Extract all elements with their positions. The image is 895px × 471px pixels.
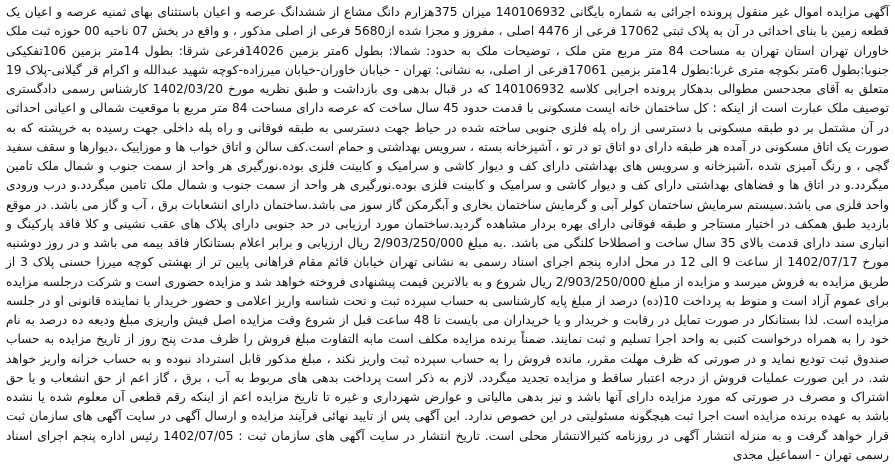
notice-body-text: آگهی مزایده اموال غیر منقول پرونده اجرائی به شماره بایگانی 140106932 میزان 375هزارم دانگ مشاع از ششدانگ عرصه و اعیان باستثنای بهای ثمنیه عرصه و اعیان یک قطعه زمین با بنای احداثی در آن به پلاک ثبتی 17062 فرعی از 4476 اصلی ، مفروز و مجزا شده از5680 فرعی از اصلی مذکور ، و واقع در بخش 07 ناحیه 00 حوزه ثبت ملک خاوران تهران استان تهران به مساحت 84 متر مربع متن ملک ، توضیحات ملک به حدود: شمالا: بطول 6متر بزمین 14026فرعی شرقا: بطول 14متر بزمین 106تفکیکی جنوبا:بطول 6متر بکوچه متری غربا:بطول 14متر بزمین 17061فرعی از اصلی، به نشانی: تهران - خیابان خاوران-خیابان میرزاده-کوچه شهید عبدالله و اکرام قر گیلانی-پلاک 19 متعلق به آقای مجدحسن مطوالی بدهکار پرونده اجرایی کلاسه 140106932 که در قبال بدهی وی بازداشت و طبق نظریه مورخ 1402/03/20 کارشناس رسمی دادگستری توصیف ملک عبارت است از اینکه : کل ساختمان خانه ایست مسکونی با قدمت حدود 45 سال ساخت که عرصه دارای مساحت 84 متر مربع با موقعیت شمالی و اعیانی احداثی در آن مشتمل بر دو طبقه مسکونی با دسترسی از راه پله فلزی جنوبی ساخته شده در حیاط جهت دسترسی به طبقه فوقانی و راه پله داخلی جهت رسیده به خرپشته که به صورت یک اتاق مسکونی در آمده هر طبقه دارای دو اتاق تو در تو ، آشپزخانه بسته ، سرویس بهداشتی و حمام است.کف سالن و اتاق خواب ها و موزاییک ،دیوارها و سقف سفید گچی ، و رنگ آمیزی شده ،آشپزخانه و سرویس های بهداشتی دارای کف و دیوار کاشی و سرامیک و کابینت فلزی بوده.نورگیری هر واحد از سمت جنوب و شمال ملک تامین میگردد.و در اتاق ها و فضاهای بهداشتی دارای کف و دیوار کاشی و سرامیک و کابینت فلزی بوده.نورگیری هر واحد از سمت جنوب و شمال ملک تامین میگردد.و درب ورودی واحد فلزی می باشد.سیستم سرمایش ساختمان کولر آبی و گرمایش ساختمان بخاری و آبگرمکن گاز سوز می باشد.ساختمان دارای انشعابات برق ، آب و گاز می باشد. در موقع بازدید طبق همکف در اختیار مستاجر و طبقه فوقانی دارای بهره بردار مشاهده گردید.ساختمان مورد ارزیابی در حد جنوبی دارای پلاک های عقب نشینی و کلا فاقد پارکینگ و انباری سند دارای قدمت بالای 35 سال ساخت و اصطلاحا کلنگی می باشد. .به مبلغ 2/903/250/000 ریال ارزیابی و برابر اعلام بستانکار فاقد بیمه می باشد و در روز دوشنبه مورخ 1402/07/17 از ساعت 9 الی 12 در محل اداره پنجم اجرای اسناد رسمی به نشانی تهران خیابان قائم مقام فراهانی پایین تر از بهشتی کوچه میرزا حسنی پلاک 3 از طریق مزایده به فروش میرسد و مزایده از مبلغ 2/903/250/000 ریال شروع و به بالاترین قیمت پیشنهادی فروخته خواهد شد و مزایده حضوری است و شرکت درجلسه مزایده برای عموم آزاد است و منوط به پرداخت 10(ده) درصد از مبلغ پایه کارشناسی به حساب سپرده ثبت و تحت شناسه واریز اعلامی و حضور خریدار یا نماینده قانونی او در جلسه مزایده است. لذا بستانکار در صورت تمایل در رقابت و خریدار و یا خریداران می بایست تا 48 ساعت قبل از شروع وقت مزایده اصل فیش واریزی مبلغ ودیعه ده درصد به نام خود را به همراه درخواست کتبی به واحد اجرا تسلیم و ثبت نمایند. ضمناً برنده مزایده مکلف است مابه التفاوت مبلغ فروش را ظرف مدت پنج روز از تاریخ مزایده به حساب صندوق ثبت تودیع نماید و در صورتی که ظرف مهلت مقرر، مانده فروش را به حساب سپرده ثبت واریز نکند ، مبلغ مذکور قابل استرداد نبوده و به حساب خزانه واریز خواهد شد. در این صورت عملیات فروش از درجه اعتبار ساقط و مزایده تجدید میگردد. لازم به ذکر است پرداخت بدهی های مربوط به آب ، برق ، گاز اعم از حق انشعاب و یا حق اشتراک و مصرف در صورتی که مورد مزایده دارای آنها باشد و نیز بدهی مالیاتی و عوارض شهرداری و غیره تا تاریخ مزایده اعم از اینکه رقم قطعی آن معلوم شده یا نشده باشد به عهده برنده مزایده است اجرا ثبت هیچگونه مسئولیتی در این خصوص ندارد. این آگهی پس از تایید نهائی فرآیند مزایده و ارسال آگهی در سایت آگهی های سازمان ثبت قرار خواهد گرفت و به منزله انتشار آگهی در روزنامه کثیرالانتشار محلی است. تاریخ انتشار در سایت آگهی های سازمان ثبت : 1402/07/05 رئیس اداره پنجم اجرای اسناد رسمی تهران - اسماعیل مجدی xyxy=(6,5,890,462)
